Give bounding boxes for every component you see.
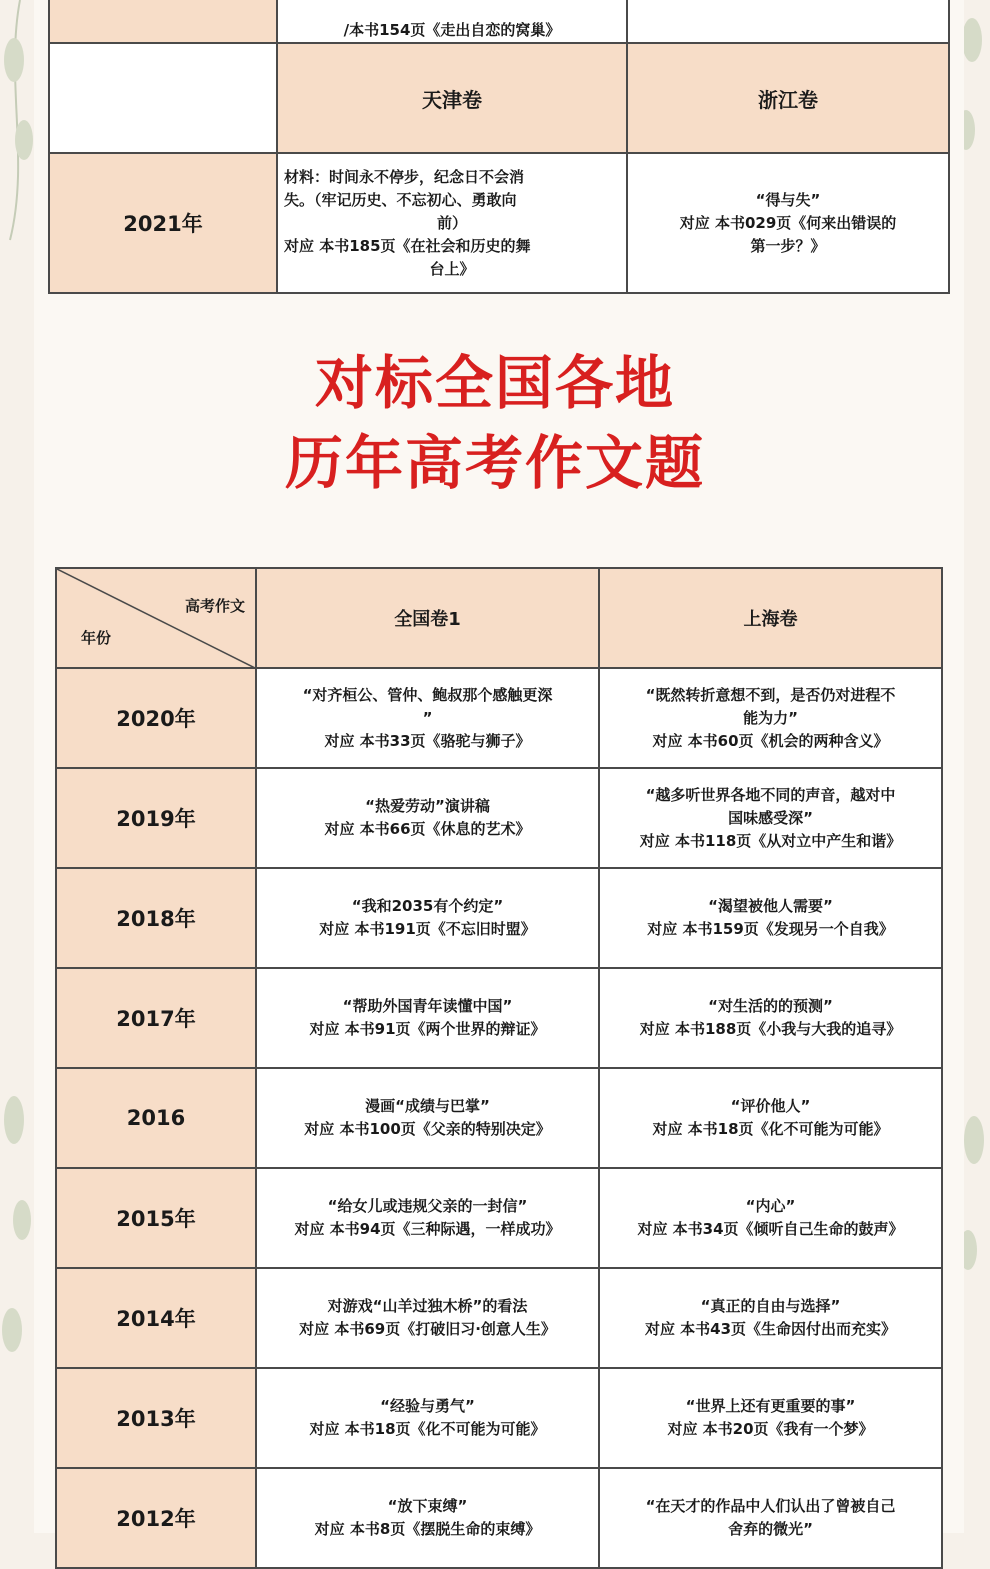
table-row <box>56 668 942 768</box>
essay-text-line: 对应 本书91页《两个世界的辩证》 <box>309 1020 546 1038</box>
table-row <box>56 968 942 1068</box>
shanghai-essay-cell <box>599 1368 942 1468</box>
corner-label-essay: 高考作文 <box>184 597 245 615</box>
essay-text-line: 对应 本书159页《发现另一个自我》 <box>647 920 894 938</box>
essay-text-line: “越多听世界各地不同的声音，越对中 <box>645 785 896 804</box>
table-row <box>56 1168 942 1268</box>
essay-text-line: 国味感受深” <box>728 808 813 827</box>
content-cell: /本书154页《走出自恋的窝巢》 <box>277 0 627 43</box>
national-essay-cell <box>256 1168 599 1268</box>
table-row <box>56 1268 942 1368</box>
essay-text-line: 对应 本书60页《机会的两种含义》 <box>652 731 889 750</box>
table-header-row <box>56 568 942 668</box>
essay-text-line: 能为力” <box>743 708 798 727</box>
essay-text-line: 对应 本书188页《小我与大我的追寻》 <box>639 1020 902 1038</box>
year-cell: 2018年 <box>56 868 256 968</box>
essay-text-line: ” <box>422 708 433 727</box>
content-cell <box>627 0 949 43</box>
table-header-row <box>49 43 949 153</box>
essay-table <box>55 567 943 1569</box>
year-cell: 2014年 <box>56 1268 256 1368</box>
year-cell: 2016 <box>56 1068 256 1168</box>
essay-text-line: 对应 本书118页《从对立中产生和谐》 <box>639 831 902 850</box>
essay-text-line: “评价他人” <box>730 1097 811 1115</box>
content-cell: 材料：时间永不停步，纪念日不会消 失。（牢记历史、不忘初心、勇敢向 前） 对应 本书185页《在社会和历史的舞 台上》 <box>277 153 627 293</box>
column-header-shanghai: 上海卷 <box>599 568 942 668</box>
content-cell: “得与失” 对应 本书029页《何来出错误的 第一步？》 <box>627 153 949 293</box>
essay-text-line: 对应 本书66页《休息的艺术》 <box>324 820 531 838</box>
year-cell <box>49 0 277 43</box>
table-row <box>49 0 949 43</box>
essay-text-line: 对应 本书94页《三种际遇，一样成功》 <box>294 1220 561 1238</box>
year-cell: 2019年 <box>56 768 256 868</box>
essay-text-line: “渴望被他人需要” <box>708 897 833 915</box>
national-essay-cell <box>256 868 599 968</box>
national-essay-cell <box>256 1368 599 1468</box>
essay-text-line: 对应 本书43页《生命因付出而充实》 <box>644 1320 897 1338</box>
table-row <box>56 768 942 868</box>
essay-text-line: “对齐桓公、管仲、鲍叔那个感触更深 <box>302 685 553 704</box>
essay-text-line: 对应 本书34页《倾听自己生命的鼓声》 <box>637 1220 904 1238</box>
essay-text-line: “放下束缚” <box>387 1497 468 1515</box>
top-table <box>48 0 950 294</box>
shanghai-essay-cell <box>599 1268 942 1368</box>
essay-text-line: “世界上还有更重要的事” <box>685 1397 856 1415</box>
essay-text-line: “我和2035有个约定” <box>351 897 504 915</box>
table-row <box>56 1368 942 1468</box>
shanghai-essay-cell <box>599 1068 942 1168</box>
essay-text-line: “在天才的作品中人们认出了曾被自己 <box>645 1497 896 1515</box>
column-header-tianjin: 天津卷 <box>277 43 627 153</box>
essay-text-line: 对游戏“山羊过独木桥”的看法 <box>327 1297 528 1315</box>
essay-text-line: 对应 本书69页《打破旧习·创意人生》 <box>299 1320 556 1338</box>
shanghai-essay-cell <box>599 868 942 968</box>
essay-text-line: “给女儿或违规父亲的一封信” <box>327 1197 528 1215</box>
year-cell: 2017年 <box>56 968 256 1068</box>
essay-text-line: 对应 本书18页《化不可能为可能》 <box>309 1420 546 1438</box>
shanghai-essay-cell <box>599 768 942 868</box>
essay-text-line: 对应 本书100页《父亲的特别决定》 <box>304 1120 551 1138</box>
corner-header-cell <box>56 568 256 668</box>
year-cell: 2020年 <box>56 668 256 768</box>
essay-text-line: “既然转折意想不到，是否仍对进程不 <box>645 685 896 704</box>
national-essay-cell <box>256 1068 599 1168</box>
year-cell: 2015年 <box>56 1168 256 1268</box>
column-header-national: 全国卷1 <box>256 568 599 668</box>
shanghai-essay-cell <box>599 1168 942 1268</box>
national-essay-cell <box>256 1268 599 1368</box>
essay-text-line: 对应 本书33页《骆驼与狮子》 <box>324 731 531 750</box>
essay-text-line: 漫画“成绩与巴掌” <box>365 1097 490 1115</box>
national-essay-cell <box>256 968 599 1068</box>
year-cell: 2021年 <box>49 153 277 293</box>
essay-text-line: “热爱劳动”演讲稿 <box>365 797 490 815</box>
essay-text-line: 对应 本书8页《摆脱生命的束缚》 <box>314 1520 541 1538</box>
year-cell: 2013年 <box>56 1368 256 1468</box>
corner-label-year: 年份 <box>81 629 112 647</box>
diagonal-line <box>57 569 257 669</box>
essay-text-line: “经验与勇气” <box>380 1397 475 1415</box>
essay-text-line: “对生活的的预测” <box>708 997 833 1015</box>
shanghai-essay-cell <box>599 968 942 1068</box>
shanghai-essay-cell <box>599 1468 942 1568</box>
year-cell: 2012年 <box>56 1468 256 1568</box>
shanghai-essay-cell <box>599 668 942 768</box>
essay-text-line: “帮助外国青年读懂中国” <box>342 997 513 1015</box>
table-row <box>49 153 949 293</box>
section-title-line2: 历年高考作文题 <box>284 429 705 497</box>
table-row <box>56 1068 942 1168</box>
essay-text-line: 舍弃的微光” <box>728 1520 813 1538</box>
empty-corner-cell <box>49 43 277 153</box>
national-essay-cell <box>256 668 599 768</box>
table-row <box>56 1468 942 1568</box>
essay-text-line: 对应 本书18页《化不可能为可能》 <box>652 1120 889 1138</box>
national-essay-cell <box>256 1468 599 1568</box>
section-title-line1: 对标全国各地 <box>314 349 675 417</box>
essay-text-line: “内心” <box>745 1197 796 1215</box>
column-header-zhejiang: 浙江卷 <box>627 43 949 153</box>
national-essay-cell <box>256 768 599 868</box>
essay-text-line: 对应 本书20页《我有一个梦》 <box>667 1420 874 1438</box>
table-row <box>56 868 942 968</box>
essay-text-line: 对应 本书191页《不忘旧时盟》 <box>319 920 536 938</box>
essay-text-line: “真正的自由与选择” <box>700 1297 841 1315</box>
